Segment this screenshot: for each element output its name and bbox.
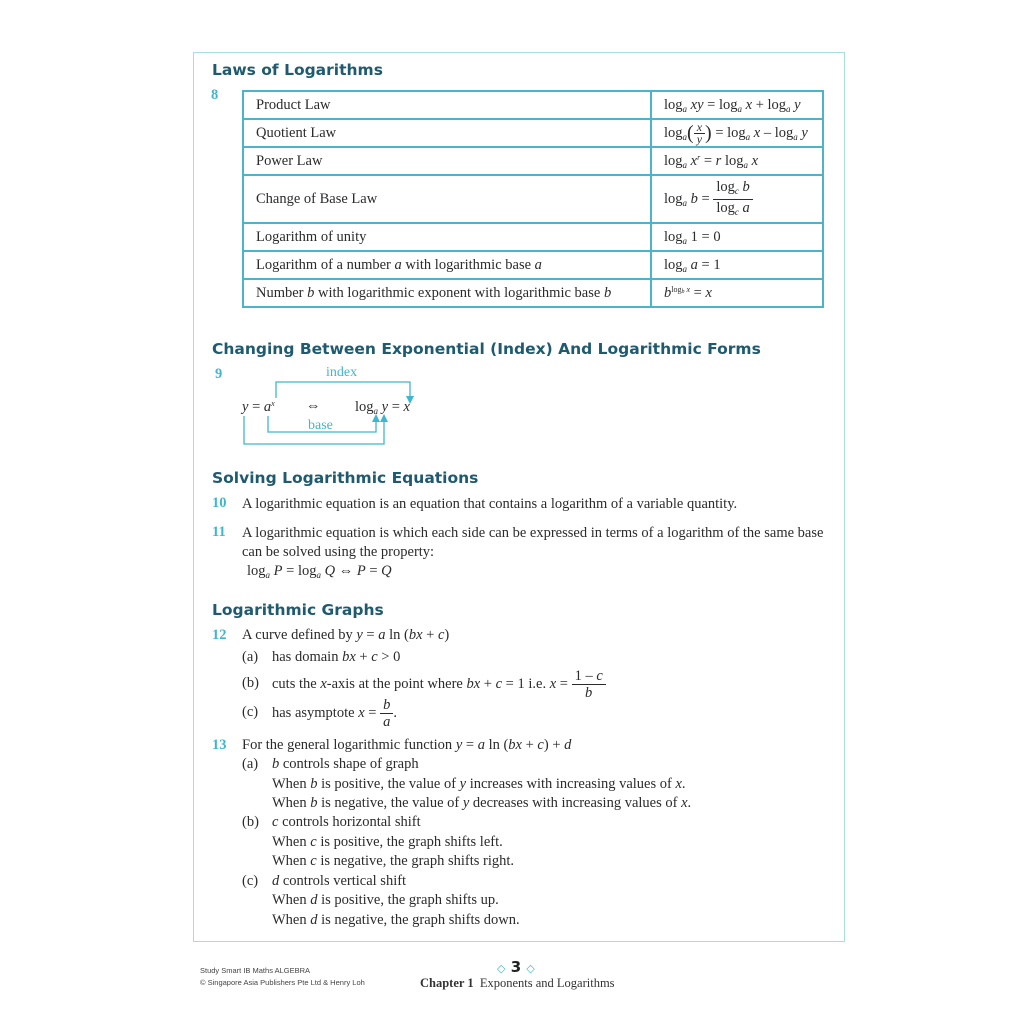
table-row	[243, 279, 823, 307]
diamond-icon: ◇	[526, 962, 535, 975]
table-row	[243, 91, 823, 119]
law-name: Power Law	[243, 147, 651, 175]
item-number-11: 11	[212, 524, 226, 540]
log-property: $\log_a P = \log_a Q$ ⇔ P = Q	[247, 563, 392, 580]
item-13b-line1: When c is positive, the graph shifts left.	[272, 834, 503, 850]
table-row	[243, 119, 823, 147]
table-row	[243, 251, 823, 279]
law-name: Logarithm of a number a with logarithmic base a	[243, 251, 651, 279]
item-13b-text: c controls horizontal shift	[272, 814, 421, 830]
item-number-8: 8	[211, 87, 219, 103]
law-formula: $\log_a$ xy = $\log_a x + \log_a y$	[651, 91, 823, 119]
item-13b-line2: When c is negative, the graph shifts right.	[272, 853, 515, 869]
law-formula: $\log_a 1 = 0$	[651, 223, 823, 251]
item-13a-text: b controls shape of graph	[272, 756, 419, 772]
law-formula: $\log_a b$ = $\frac{\log_c b}{\log_c a}$	[651, 175, 823, 223]
item-13a-label: (a)	[242, 756, 259, 772]
law-formula: $b^{log_b x} = x$	[651, 279, 823, 307]
item-13c-line2: When d is negative, the graph shifts down.	[272, 912, 520, 928]
footer-copyright: © Singapore Asia Publishers Pte Ltd & Henry Loh	[200, 978, 365, 987]
item-12b-label: (b)	[242, 675, 259, 691]
item-12a-label: (a)	[242, 649, 259, 665]
table-row	[243, 147, 823, 175]
chapter-footer: Chapter 1 Exponents and Logarithms	[420, 976, 615, 990]
item-number-10: 10	[212, 495, 227, 511]
law-formula: $\log_a x^r = r$ $\log_a x$	[651, 147, 823, 175]
graphs-heading: Logarithmic Graphs	[212, 601, 384, 619]
diamond-icon: ◇	[497, 962, 506, 975]
item-12b-text: cuts the x-axis at the point where bx + c = 1 i.e. x = $\frac{1 - c}{b}$	[272, 668, 606, 701]
item-12-text: A curve defined by y = a ln (bx + c)	[242, 627, 450, 643]
law-name: Change of Base Law	[243, 175, 651, 223]
law-formula: $\log_a a = 1$	[651, 251, 823, 279]
item-13c-text: d controls vertical shift	[272, 873, 407, 889]
item-13a-line1: When b is positive, the value of y increases with increasing values of x.	[272, 776, 686, 792]
item-13a-line2: When b is negative, the value of y decreases with increasing values of x.	[272, 795, 692, 811]
item-10-text: A logarithmic equation is an equation that contains a logarithm of a variable quantity.	[242, 496, 738, 512]
logarithmic-form: $\log_a y = x$	[355, 399, 410, 416]
exponential-form: $y = a^x$	[242, 399, 275, 415]
footer-book-title: Study Smart IB Maths ALGEBRA	[200, 966, 311, 975]
laws-table	[242, 90, 824, 308]
law-name: Product Law	[243, 91, 651, 119]
law-name: Number b with logarithmic exponent with logarithmic base b	[243, 279, 651, 307]
law-name: Logarithm of unity	[243, 223, 651, 251]
equations-heading: Solving Logarithmic Equations	[212, 469, 479, 487]
item-13c-line1: When d is positive, the graph shifts up.	[272, 892, 499, 908]
laws-heading: Laws of Logarithms	[212, 61, 383, 79]
item-number-13: 13	[212, 737, 227, 753]
table-row	[243, 223, 823, 251]
table-row	[243, 175, 823, 223]
item-12a-text: has domain bx + c > 0	[272, 649, 401, 665]
item-12c-label: (c)	[242, 704, 259, 720]
base-label: base	[308, 418, 333, 433]
law-formula: $\log_a$( $\frac{x}{y}$ ) = $\log_a x - \log_a y$	[651, 119, 823, 147]
equivalence-arrow: ⇔	[306, 398, 321, 414]
index-label: index	[326, 365, 358, 380]
item-number-12: 12	[212, 627, 227, 643]
item-13c-label: (c)	[242, 873, 259, 889]
page-number: ◇ 3 ◇	[497, 958, 535, 976]
item-number-9: 9	[215, 366, 223, 382]
item-13b-label: (b)	[242, 814, 259, 830]
law-name: Quotient Law	[243, 119, 651, 147]
forms-heading: Changing Between Exponential (Index) And Logarithmic Forms	[212, 340, 761, 358]
item-13-text: For the general logarithmic function y = a ln (bx + c) + d	[242, 737, 572, 753]
item-12c-text: has asymptote x = $\frac{b}{a}$ .	[272, 697, 397, 730]
item-11-text: A logarithmic equation is which each side can be expressed in terms of a logarithm of the same base can be solved using the property:	[242, 525, 824, 560]
